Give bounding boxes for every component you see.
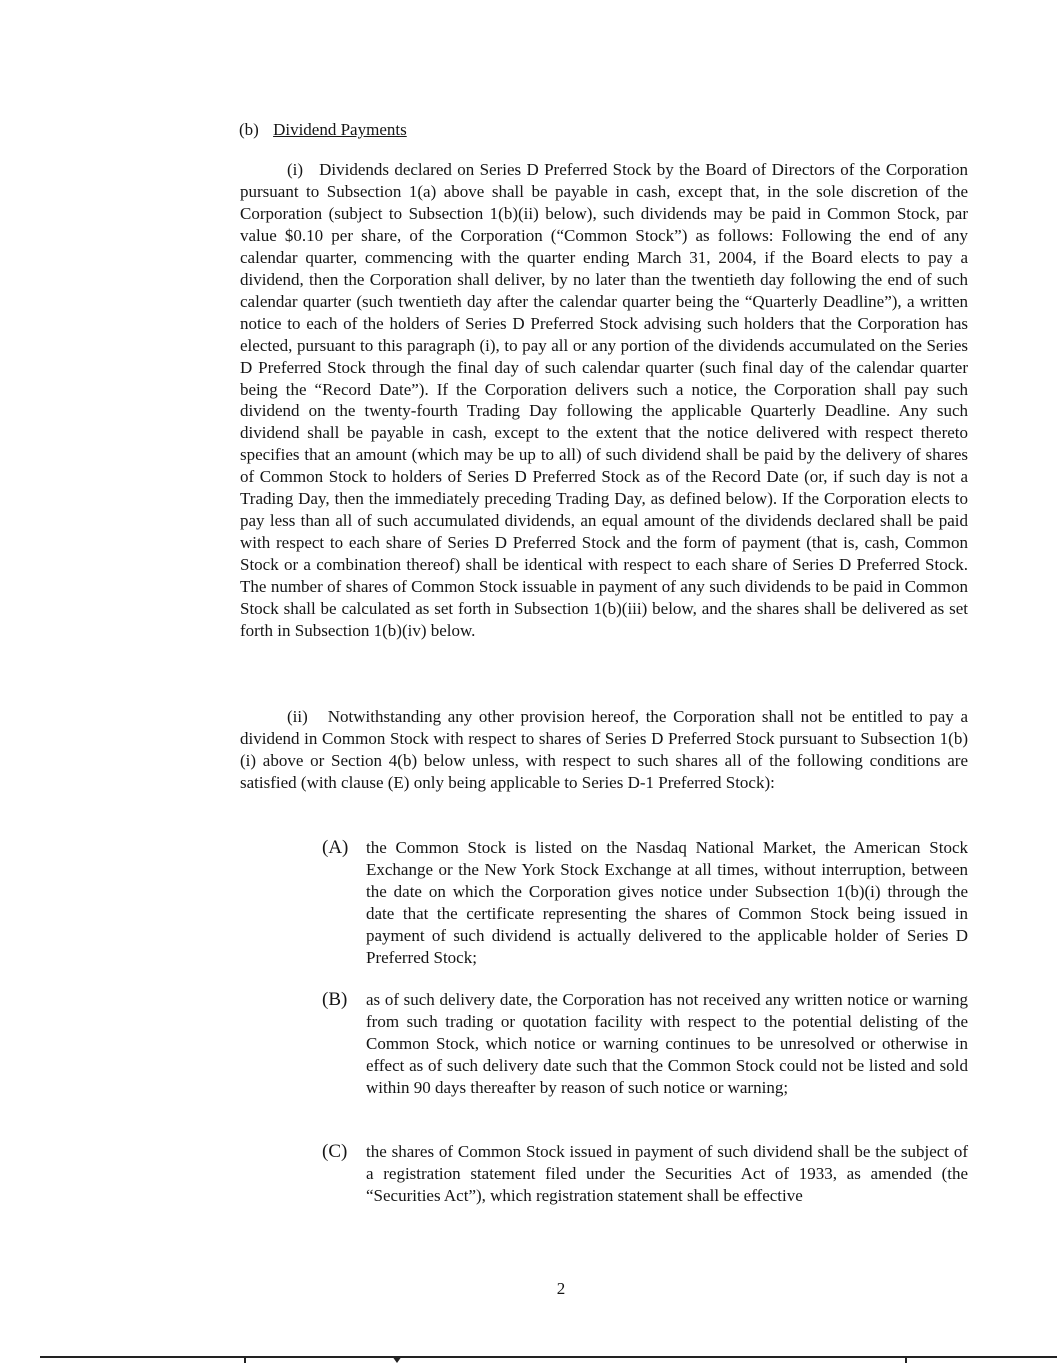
paragraph-ii-text: Notwithstanding any other provision hereof, the Corporation shall not be entitled to pay a dividend in Common Stock with respect to shares of Series D Preferred Stock pursuant to Subsection 1(b)(i) above or Section 4(b) below unless, with respect to such shares all of the following conditions are satisfied (with clause (E) only being applicable to Series D-1 Preferred Stock): [240,707,969,792]
scan-tick-mark [905,1356,907,1363]
clause-b [322,989,968,1099]
clause-b-marker: (B) [322,989,348,1010]
clause-b-text: as of such delivery date, the Corporation has not received any written notice or warning from such trading or quotation facility with respect to the potential delisting of the Common Stock, which notice or warning continues to be unresolved or otherwise in effect as of such delivery date such that the Common Stock could not be listed and sold within 90 days thereafter by reason of such notice or warning; [366,990,968,1097]
paragraph-i-text: Dividends declared on Series D Preferred Stock by the Board of Directors of the Corporation pursuant to Subsection 1(a) above shall be payable in cash, except that, in the sole discretion of the Corporation (subject to Subsection 1(b)(ii) below), such dividends may be paid in Common Stock, par value $0.10 per share, of the Corporation (“Common Stock”) as follows: Following the end of any calendar quarter, commencing with the quarter ending March 31, 2004, if the Board elects to pay a dividend, then the Corporation shall deliver, by no later than the twentieth day following the end of such calendar quarter (such twentieth day after the calendar quarter being the “Quarterly Deadline”), a written notice to each of the holders of Series D Preferred Stock advising such holders that the Corporation has elected, pursuant to this paragraph (i), to pay all or any portion of the dividends accumulated on the Series D Preferred Stock through the final day of such calendar quarter (such final day of the calendar quarter being the “Record Date”). If the Corporation delivers such a notice, the Corporation shall pay such dividend on the twenty-fourth Trading Day following the applicable Quarterly Deadline. Any such dividend shall be payable in cash, except to the extent that the notice delivered with respect thereto specifies that an amount (which may be up to all) of such dividend shall be paid by the delivery of shares of Common Stock to holders of Series D Preferred Stock as of the Record Date (or, if such day is not a Trading Day, then the immediately preceding Trading Day, as defined below). If the Corporation elects to pay less than all of such accumulated dividends, an equal amount of the dividends declared shall be paid with respect to each share of Series D Preferred Stock and the form of payment (that is, cash, Common Stock or a combination thereof) shall be identical with respect to each share of Series D Preferred Stock. The number of shares of Common Stock issuable in payment of any such dividends to be paid in Common Stock shall be calculated as set forth in Subsection 1(b)(iii) below, and the shares shall be delivered as set forth in Subsection 1(b)(iv) below. [240,160,968,641]
clause-c-text: the shares of Common Stock issued in payment of such dividend shall be the subject of a registration statement filed under the Securities Act of 1933, as amended (the “Securities Act”), which registration statement shall be effective [366,1142,968,1205]
section-title: Dividend Payments [273,120,407,139]
clause-c-marker: (C) [322,1141,348,1162]
section-letter: (b) [239,120,259,139]
paragraph-ii [240,706,968,794]
section-heading [239,119,407,141]
clause-a-marker: (A) [322,837,349,858]
scan-arrow-mark [392,1356,402,1363]
page-number: 2 [556,1279,566,1298]
scan-tick-mark [244,1356,246,1363]
paragraph-ii-label: (ii) [287,707,308,726]
paragraph-i-label: (i) [287,160,304,179]
paragraph-i [240,159,968,642]
clause-a [322,837,968,969]
clause-a-text: the Common Stock is listed on the Nasdaq National Market, the American Stock Exchange or the New York Stock Exchange at all times, without interruption, between the date on which the Corporation gives notice under Subsection 1(b)(i) through the date that the certificate representing the shares of Common Stock being issued in payment of such dividend is actually delivered to the applicable holder of Series D Preferred Stock; [366,838,968,967]
clause-c [322,1141,968,1207]
